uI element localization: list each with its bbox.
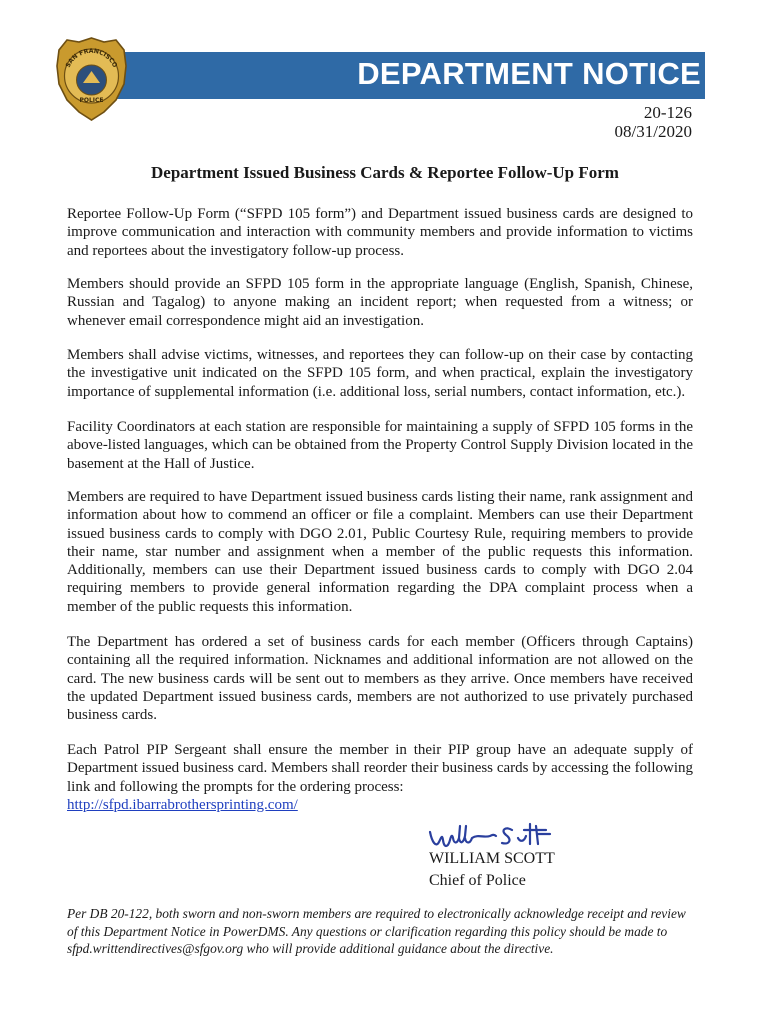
department-notice-banner	[66, 52, 705, 99]
paragraph: Members are required to have Department issued business cards listing their name, rank assignment and information about how to commend an officer or file a complaint. Members can use their Department issued business cards to comply with DGO 2.01, Public Courtesy Rule, requiring members to provide their name, star number and assignment when a member of the public requests this information. Additionally, members can use their Department issued business cards to comply with DGO 2.04 requiring members to provide general information regarding the DPA complaint process when a member of the public requests this information.	[67, 489, 693, 615]
banner-title: DEPARTMENT NOTICE	[357, 56, 701, 91]
paragraph: Members shall advise victims, witnesses, and reportees they can follow-up on their case by contacting the investigative unit indicated on the SFPD 105 form, and when practical, explain the investigatory importance of supplemental information (i.e. additional loss, serial numbers, contact information, etc.).	[67, 347, 693, 400]
acknowledgement-footnote: Per DB 20-122, both sworn and non-sworn members are required to electronically acknowledge receipt and review of this Department Notice in PowerDMS. Any questions or clarification regarding this policy should be made to sfpd.writtendirectives@sfgov.org who will provide additional guidance about the directive.	[67, 906, 686, 956]
notice-number: 20-126	[643, 103, 692, 122]
ordering-paragraph	[67, 741, 693, 814]
paragraph: Reportee Follow-Up Form (“SFPD 105 form”) and Department issued business cards are designed to improve communication and interaction with community members and provide information to victims and reportees about the investigatory follow-up process.	[67, 206, 693, 259]
badge-police-text: POLICE	[79, 97, 104, 104]
paragraph: Members should provide an SFPD 105 form in the appropriate language (English, Spanish, Chinese, Russian and Tagalog) to anyone making an incident report; when requested from a witness; or whenever email correspondence might aid an investigation.	[67, 276, 693, 329]
police-badge-logo	[54, 36, 129, 123]
notice-date: 08/31/2020	[614, 122, 692, 141]
document-title: Department Issued Business Cards & Reportee Follow-Up Form	[151, 163, 619, 182]
signer-title: Chief of Police	[429, 872, 526, 889]
business-card-order-link[interactable]: http://sfpd.ibarrabrothersprinting.com/	[67, 796, 298, 813]
paragraph: Each Patrol PIP Sergeant shall ensure the member in their PIP group have an adequate supply of Department issued business card. Members shall reorder their business cards by accessing the following link and following the prompts for the ordering process:	[67, 742, 693, 795]
paragraph: The Department has ordered a set of business cards for each member (Officers through Captains) containing all the required information. Nicknames and additional information are not allowed on the card. The new business cards will be sent out to members as they arrive. Once members have received the updated Department issued business cards, members are not authorized to use privately purchased business cards.	[67, 634, 693, 724]
badge-city-text: SAN FRANCISCO	[64, 47, 119, 69]
signer-name: WILLIAM SCOTT	[429, 850, 555, 867]
paragraph: Facility Coordinators at each station are responsible for maintaining a supply of SFPD 105 forms in the above-listed languages, which can be obtained from the Property Control Supply Division located in the basement at the Hall of Justice.	[67, 419, 693, 472]
